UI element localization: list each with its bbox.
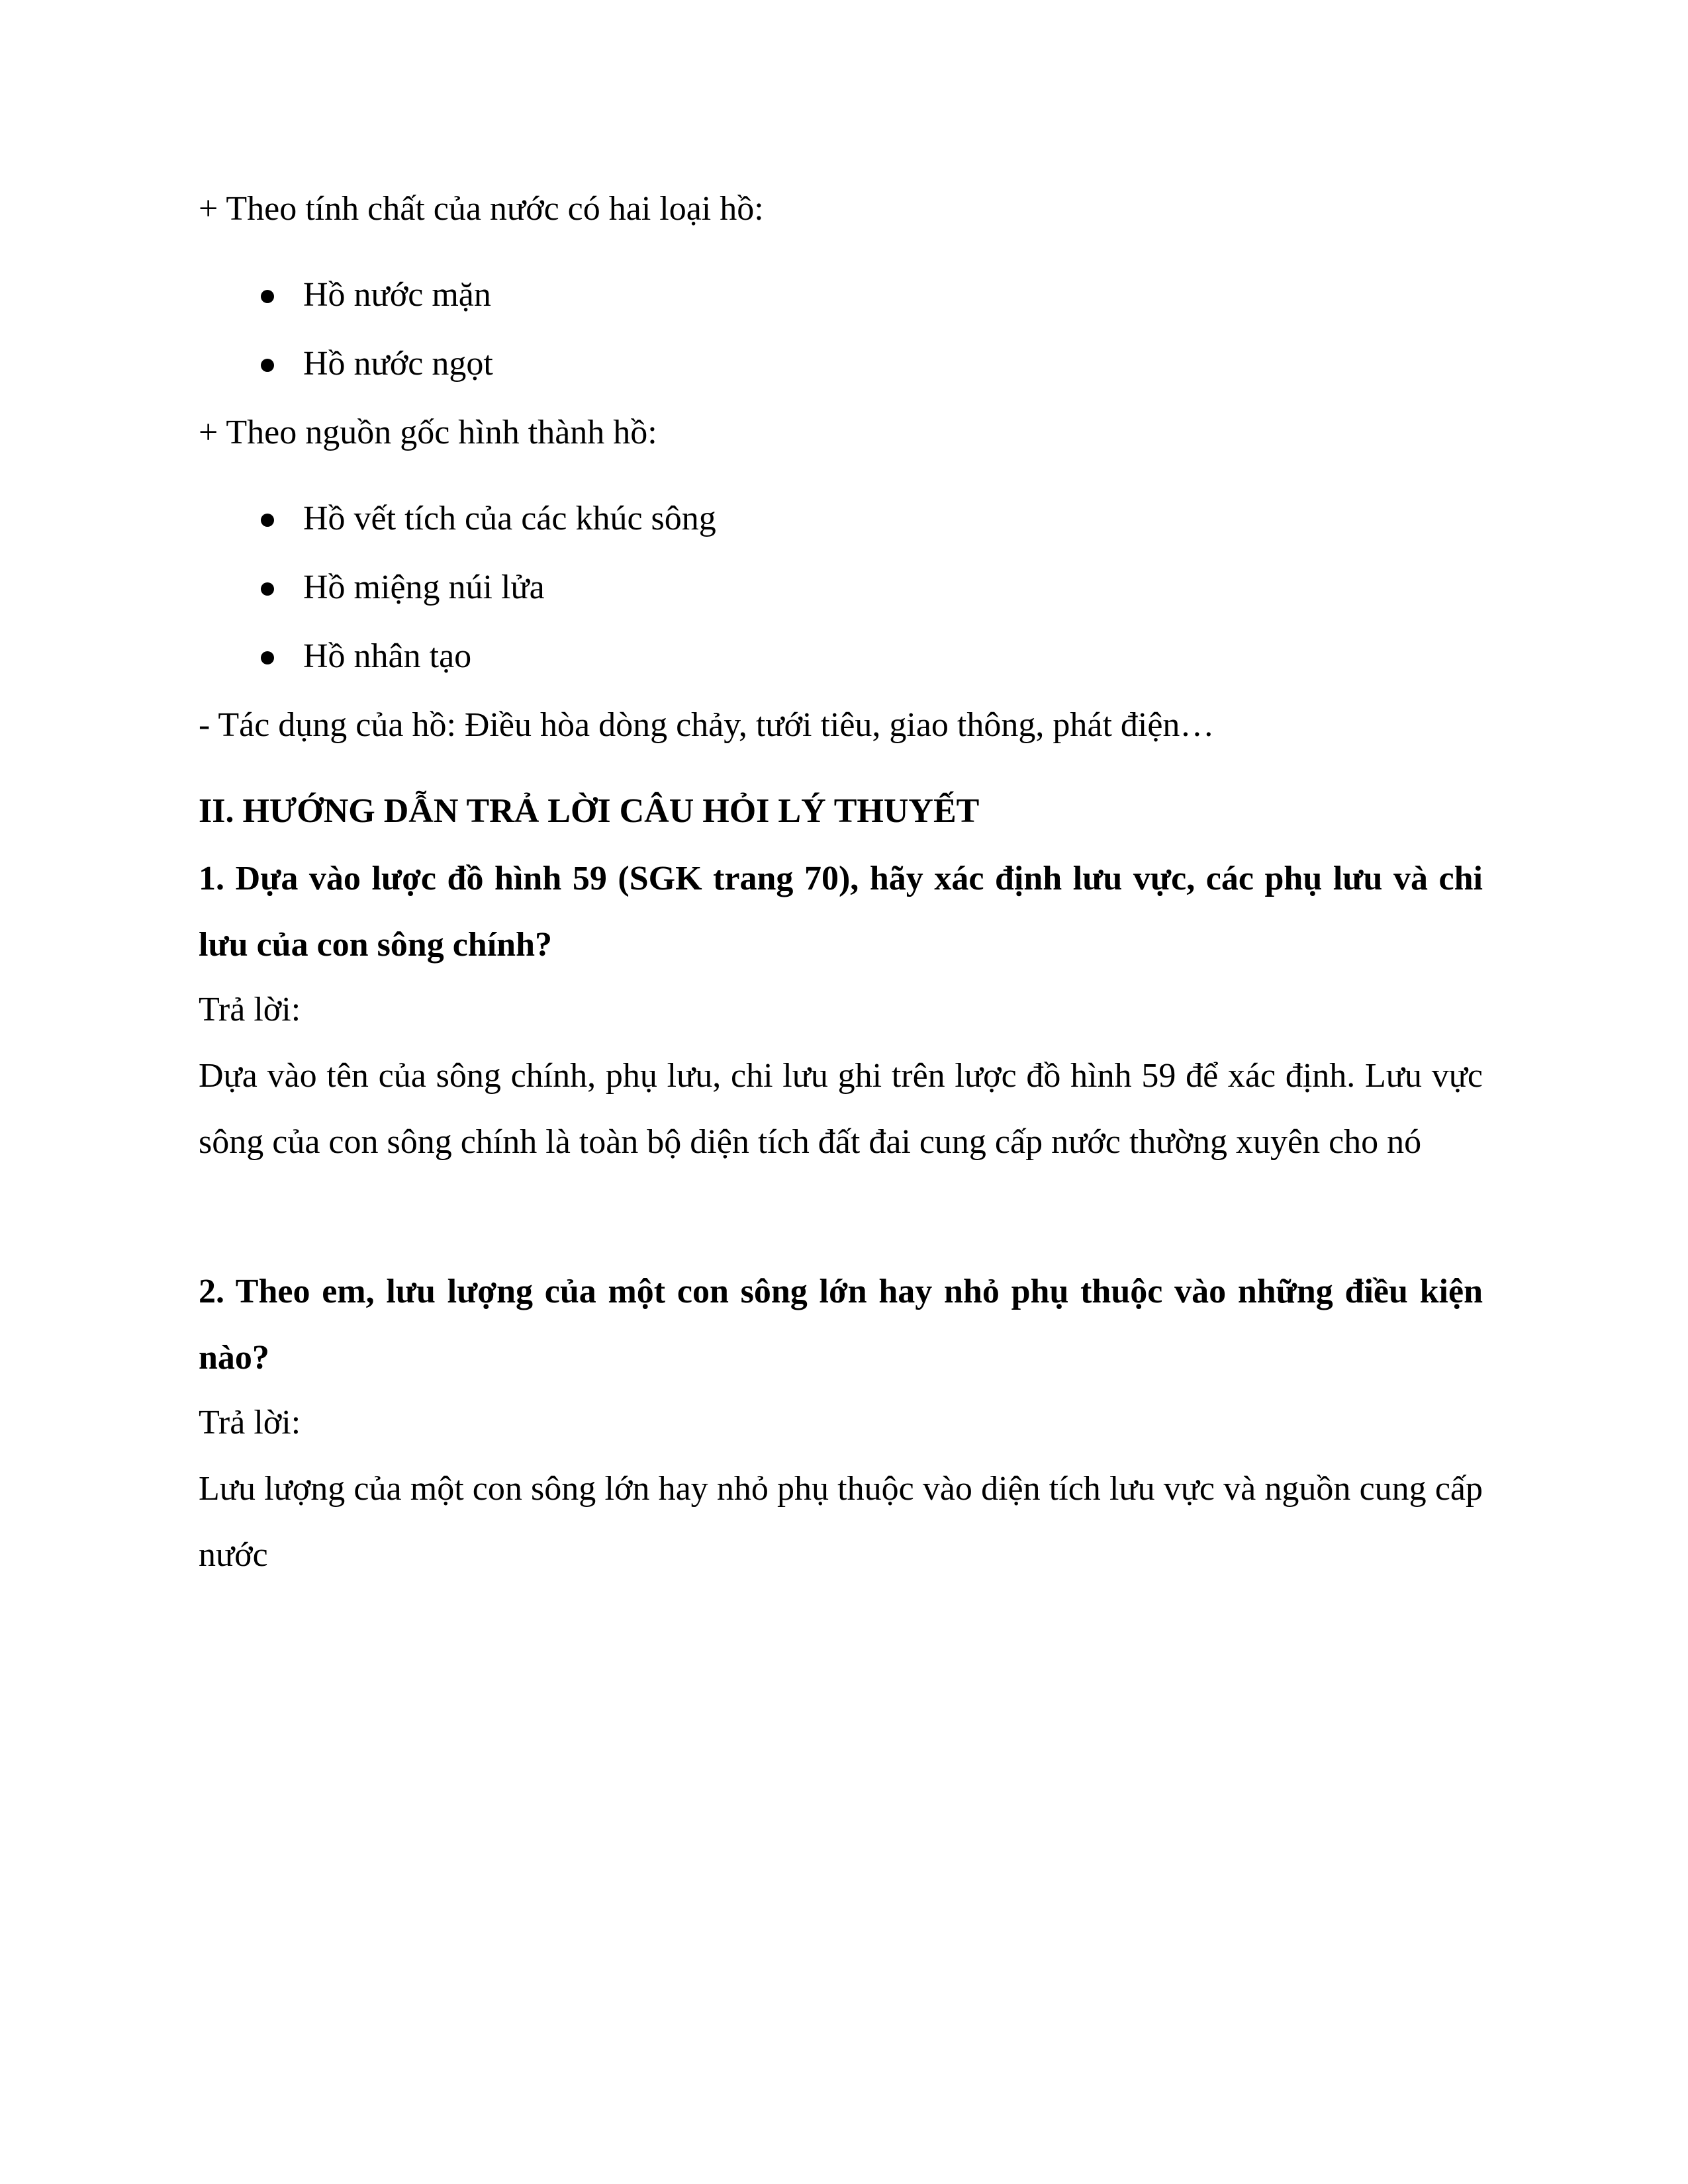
list-item-text: Hồ vết tích của các khúc sông (303, 500, 716, 537)
answer-label: Trả lời: (199, 991, 301, 1028)
answer-label: Trả lời: (199, 1404, 301, 1441)
list-item-text: Hồ nước mặn (303, 276, 491, 314)
lake-types-by-water-intro: + Theo tính chất của nước có hai loại hồ: (199, 190, 764, 228)
lake-types-by-origin-intro: + Theo nguồn gốc hình thành hồ: (199, 414, 657, 451)
list-item (199, 502, 1483, 536)
answer-text: Lưu lượng của một con sông lớn hay nhỏ phụ thuộc vào diện tích lưu vực và nguồn cung cấp nước (199, 1470, 1483, 1574)
list-item (199, 639, 1483, 674)
list-item (199, 347, 1483, 381)
lake-usage-text: - Tác dụng của hồ: Điều hòa dòng chảy, tưới tiêu, giao thông, phát điện… (199, 706, 1215, 744)
bullet-icon (261, 514, 274, 527)
bullet-icon (261, 651, 274, 664)
list-item (199, 570, 1483, 605)
list-item-text: Hồ nước ngọt (303, 345, 493, 383)
bullet-icon (261, 359, 274, 372)
section-heading: II. HƯỚNG DẪN TRẢ LỜI CÂU HỎI LÝ THUYẾT (199, 792, 980, 830)
bullet-icon (261, 582, 274, 596)
list-item-text: Hồ nhân tạo (303, 637, 472, 675)
question-text: 2. Theo em, lưu lượng của một con sông lớn hay nhỏ phụ thuộc vào những điều kiện nào? (199, 1273, 1483, 1377)
list-item-text: Hồ miệng núi lửa (303, 569, 545, 606)
answer-text: Dựa vào tên của sông chính, phụ lưu, chi lưu ghi trên lược đồ hình 59 để xác định. Lưu vực sông của con sông chính là toàn bộ diện tích đất đai cung cấp nước thường xuyên cho nó (199, 1057, 1483, 1161)
document-content (199, 192, 1483, 1588)
question-block-1 (199, 846, 1483, 1175)
lake-types-by-origin-list (199, 502, 1483, 674)
question-text: 1. Dựa vào lược đồ hình 59 (SGK trang 70), hãy xác định lưu vực, các phụ lưu và chi lưu của con sông chính? (199, 860, 1483, 964)
bullet-icon (261, 290, 274, 303)
question-block-2 (199, 1259, 1483, 1588)
lake-types-by-water-list (199, 278, 1483, 381)
list-item (199, 278, 1483, 312)
